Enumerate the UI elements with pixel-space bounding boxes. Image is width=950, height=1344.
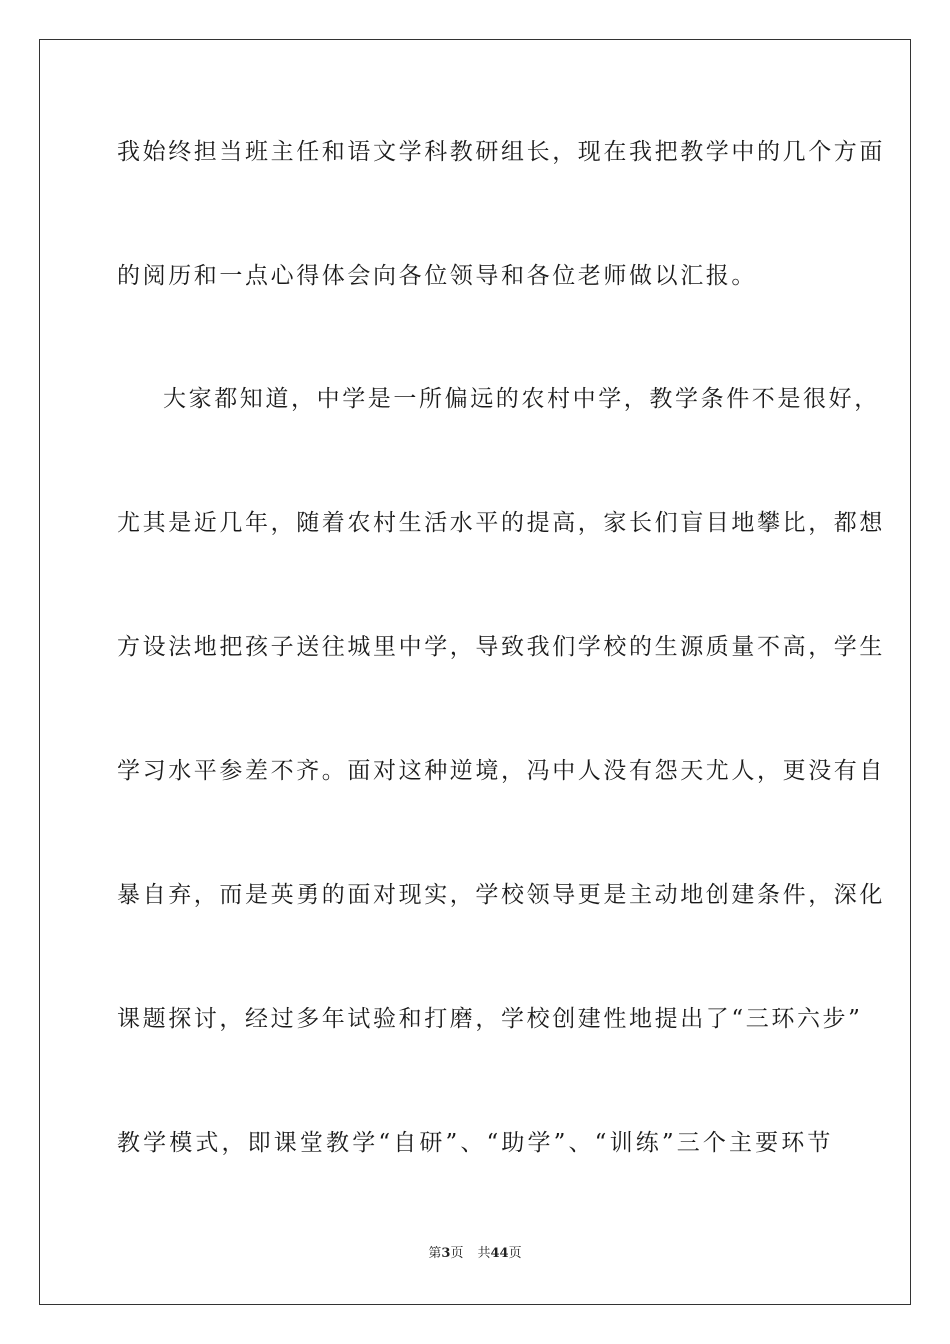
page-border [39, 39, 911, 1305]
page-prefix: 第 [428, 1246, 442, 1261]
body-line-6: 学习水平参差不齐。面对这种逆境，冯中人没有怨天尤人，更没有自 [117, 758, 885, 784]
page-number: 3 [441, 1246, 451, 1261]
total-pages: 44 [490, 1246, 509, 1261]
body-line-3: 大家都知道，中学是一所偏远的农村中学，教学条件不是很好， [163, 386, 880, 412]
body-line-8: 课题探讨，经过多年试验和打磨，学校创建性地提出了“三环六步” [117, 1006, 863, 1032]
body-line-2: 的阅历和一点心得体会向各位领导和各位老师做以汇报。 [117, 263, 757, 289]
page-footer [0, 1245, 950, 1263]
body-line-7: 暴自弃，而是英勇的面对现实，学校领导更是主动地创建条件，深化 [117, 882, 885, 908]
page-suffix: 页 [450, 1246, 464, 1261]
body-line-9: 教学模式，即课堂教学“自研”、“助学”、“训练”三个主要环节 [117, 1130, 833, 1156]
body-line-5: 方设法地把孩子送往城里中学，导致我们学校的生源质量不高，学生 [117, 634, 885, 660]
body-line-4: 尤其是近几年，随着农村生活水平的提高，家长们盲目地攀比，都想 [117, 510, 885, 536]
body-line-1: 我始终担当班主任和语文学科教研组长，现在我把教学中的几个方面 [117, 139, 885, 165]
total-suffix: 页 [508, 1246, 522, 1261]
total-prefix: 共 [477, 1246, 491, 1261]
